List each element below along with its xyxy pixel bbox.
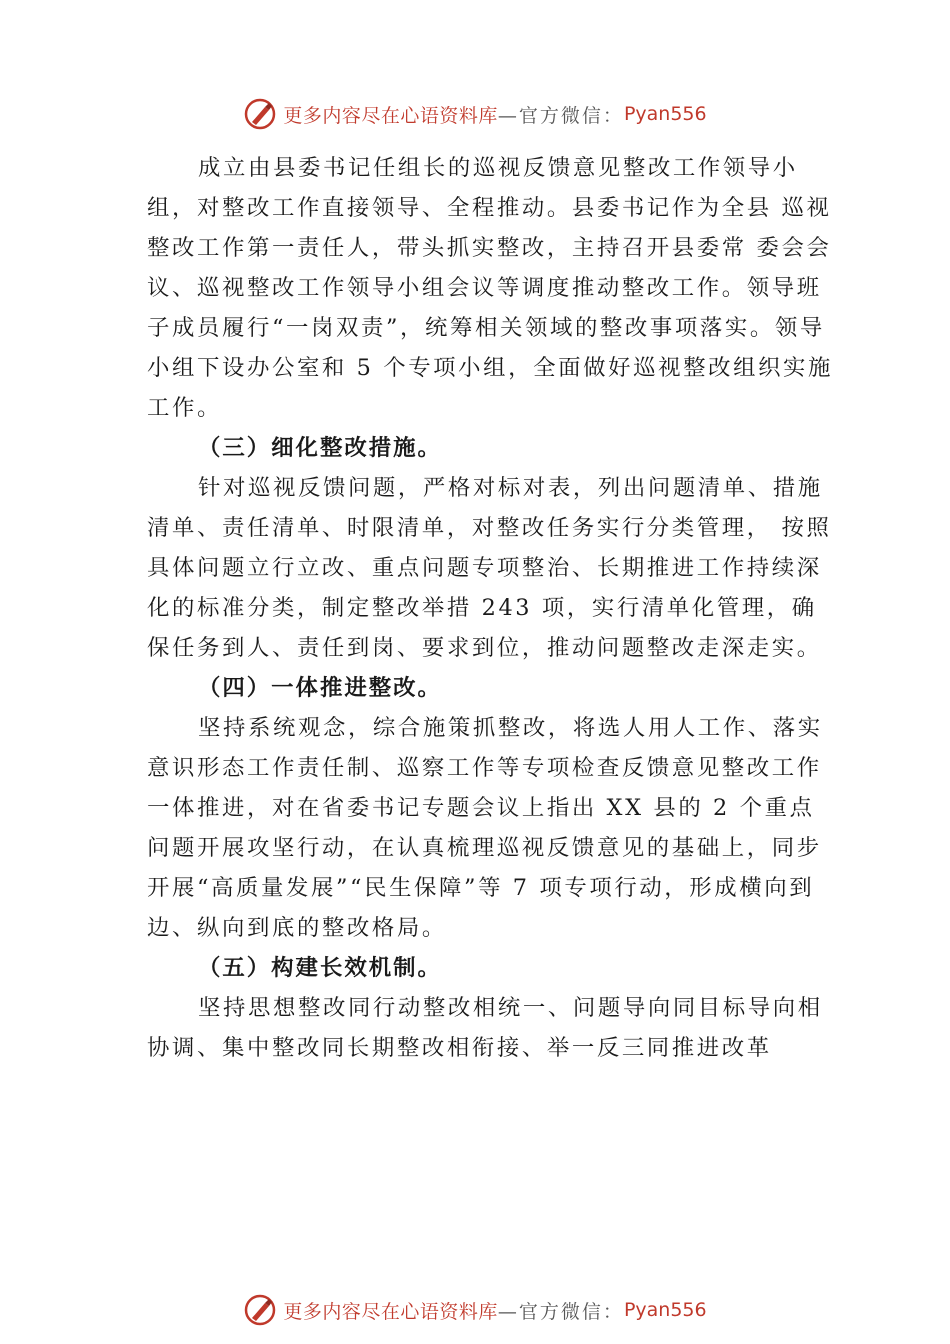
pen-logo-icon bbox=[243, 97, 277, 131]
paragraph: 针对巡视反馈问题，严格对标对表，列出问题清单、措施清单、责任清单、时限清单，对整改任务实行分类管理， 按照具体问题立行立改、重点问题专项整治、长期推进工作持续深化的标准分类，制定整改举措 243 项，实行清单化管理，确保任务到人、责任到岗、要求到位，推动问题整改走深走实。 bbox=[147, 475, 832, 661]
section-heading: （三）细化整改措施。 bbox=[198, 435, 442, 461]
footer-watermark bbox=[0, 1290, 950, 1330]
watermark-wechat-id: Pyan556 bbox=[623, 1299, 707, 1321]
document-body bbox=[147, 148, 837, 1068]
section-heading: （五）构建长效机制。 bbox=[198, 955, 442, 981]
watermark-lead-text: 更多内容尽在心语资料库 bbox=[283, 1300, 498, 1323]
watermark-lead-text: 更多内容尽在心语资料库 bbox=[283, 104, 498, 127]
paragraph: 坚持思想整改同行动整改相统一、问题导向同目标导向相协调、集中整改同长期整改相衔接、举一反三同推进改革 bbox=[147, 995, 823, 1061]
paragraph: 成立由县委书记任组长的巡视反馈意见整改工作领导小组，对整改工作直接领导、全程推动。县委书记作为全县 巡视整改工作第一责任人，带头抓实整改，主持召开县委常 委会会议、巡视整改工作领导小组会议等调度推动整改工作。领导班子成员履行“一岗双责”，统筹相关领域的整改事项落实。领导小组下设办公室和 5 个专项小组，全面做好巡视整改组织实施工作。 bbox=[147, 155, 834, 421]
section-heading: （四）一体推进整改。 bbox=[198, 675, 442, 701]
watermark-tail-text: —官方微信： bbox=[497, 104, 624, 127]
paragraph: 坚持系统观念，综合施策抓整改，将选人用人工作、落实意识形态工作责任制、巡察工作等专项检查反馈意见整改工作一体推进，对在省委书记专题会议上指出 XX 县的 2 个重点问题开展攻坚行动，在认真梳理巡视反馈意见的基础上，同步开展“高质量发展”“民生保障”等 7 项专项行动，形成横向到边、纵向到底的整改格局。 bbox=[147, 715, 823, 941]
header-watermark bbox=[0, 94, 950, 134]
watermark-tail-text: —官方微信： bbox=[497, 1300, 624, 1323]
pen-logo-icon bbox=[243, 1293, 277, 1327]
watermark-wechat-id: Pyan556 bbox=[623, 103, 707, 125]
